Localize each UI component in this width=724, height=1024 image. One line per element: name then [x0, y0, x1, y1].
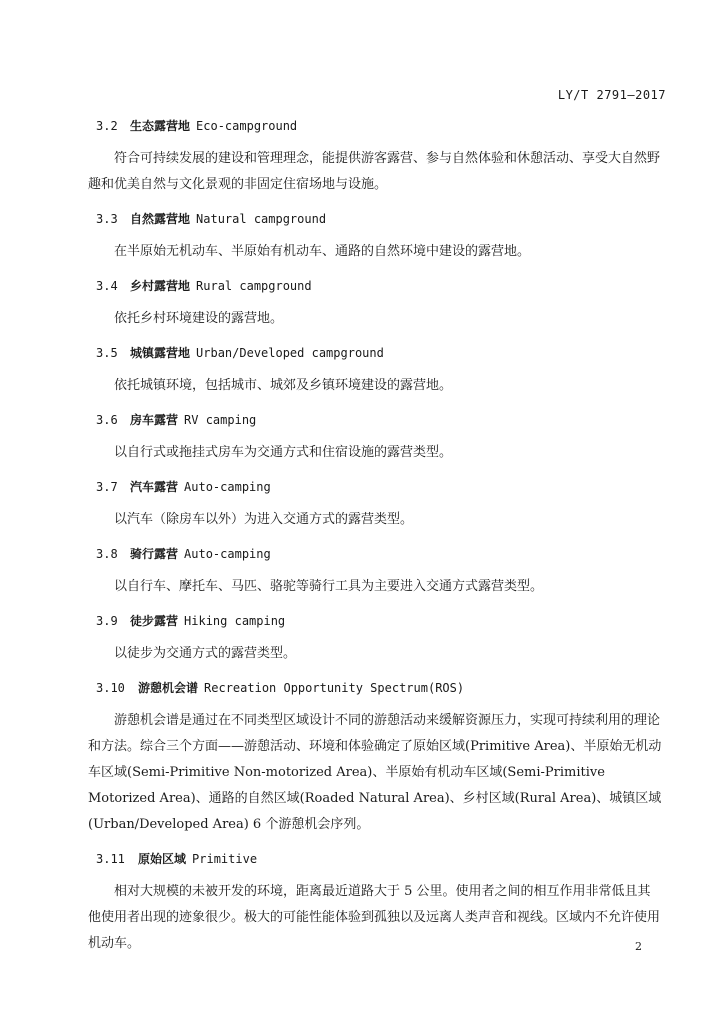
term-english: Recreation Opportunity Spectrum(ROS): [204, 681, 465, 695]
term-english: Hiking camping: [184, 614, 286, 628]
term-chinese: 生态露营地: [130, 119, 191, 133]
term-heading: [96, 116, 662, 136]
term-chinese: 城镇露营地: [130, 346, 191, 360]
standard-code: LY/T 2791—2017: [557, 88, 666, 102]
term-definition: 以自行式或拖挂式房车为交通方式和住宿设施的露营类型。: [114, 445, 453, 460]
term-definition: 在半原始无机动车、半原始有机动车、通路的自然环境中建设的露营地。: [114, 244, 531, 259]
document-body: [88, 116, 662, 957]
term-english: Urban/Developed campground: [196, 346, 384, 360]
term-heading: [96, 276, 662, 296]
term-english: Rural campground: [196, 279, 312, 293]
term-number: 3.3: [96, 212, 118, 226]
page-number: 2: [635, 940, 642, 953]
term-english: Auto-camping: [184, 480, 271, 494]
term-definition: 依托乡村环境建设的露营地。: [114, 311, 284, 326]
term-definition: 以汽车（除房车以外）为进入交通方式的露营类型。: [114, 512, 414, 527]
term-definition: 游憩机会谱是通过在不同类型区域设计不同的游憩活动来缓解资源压力，实现可持续利用的理论和方法。综合三个方面——游憩活动、环境和体验确定了原始区域(Primitive Area)、半原始无机动车区域(Semi-Primitive Non-motorized Area)、半原始有机动车区域(Semi-Primitive Motorized Area)、通路的自然区域(Roaded Natural Area)、乡村区域(Rural Area)、城镇区域(Urban/Developed Area) 6 个游憩机会序列。: [88, 713, 662, 832]
term-heading: [96, 410, 662, 430]
term-heading: [96, 611, 662, 631]
term-heading: [96, 544, 662, 564]
term-chinese: 汽车露营: [130, 480, 179, 494]
term-heading: [96, 849, 662, 869]
term-definition: 以自行车、摩托车、马匹、骆驼等骑行工具为主要进入交通方式露营类型。: [114, 579, 544, 594]
term-english: RV camping: [184, 413, 257, 427]
term-heading: [96, 209, 662, 229]
term-number: 3.6: [96, 413, 118, 427]
term-number: 3.2: [96, 119, 118, 133]
term-chinese: 骑行露营: [130, 547, 179, 561]
term-english: Auto-camping: [184, 547, 271, 561]
term-english: Eco-campground: [196, 119, 298, 133]
term-chinese: 自然露营地: [130, 212, 191, 226]
term-entry-3-8: [88, 544, 662, 600]
term-chinese: 房车露营: [130, 413, 179, 427]
term-chinese: 原始区域: [138, 852, 187, 866]
term-chinese: 乡村露营地: [130, 279, 191, 293]
term-number: 3.4: [96, 279, 118, 293]
term-chinese: 游憩机会谱: [138, 681, 199, 695]
term-entry-3-9: [88, 611, 662, 667]
term-chinese: 徒步露营: [130, 614, 179, 628]
term-definition: 符合可持续发展的建设和管理理念，能提供游客露营、参与自然体验和休憩活动、享受大自然野趣和优美自然与文化景观的非固定住宿场地与设施。: [88, 151, 661, 192]
term-definition: 以徒步为交通方式的露营类型。: [114, 646, 297, 661]
term-heading: [96, 343, 662, 363]
term-entry-3-6: [88, 410, 662, 466]
term-definition: 依托城镇环境，包括城市、城郊及乡镇环境建设的露营地。: [114, 378, 453, 393]
term-number: 3.8: [96, 547, 118, 561]
term-number: 3.11: [96, 852, 125, 866]
term-entry-3-2: [88, 116, 662, 198]
term-entry-3-5: [88, 343, 662, 399]
term-english: Natural campground: [196, 212, 327, 226]
term-entry-3-11: [88, 849, 662, 957]
term-english: Primitive: [192, 852, 258, 866]
term-number: 3.5: [96, 346, 118, 360]
term-entry-3-3: [88, 209, 662, 265]
term-heading: [96, 477, 662, 497]
term-entry-3-7: [88, 477, 662, 533]
term-number: 3.9: [96, 614, 118, 628]
term-heading: [96, 678, 662, 698]
term-entry-3-10: [88, 678, 662, 838]
term-definition: 相对大规模的未被开发的环境，距离最近道路大于 5 公里。使用者之间的相互作用非常低且其他使用者出现的迹象很少。极大的可能性能体验到孤独以及远离人类声音和视线。区域内不允许使用机动车。: [88, 884, 661, 951]
term-entry-3-4: [88, 276, 662, 332]
term-number: 3.10: [96, 681, 125, 695]
term-number: 3.7: [96, 480, 118, 494]
